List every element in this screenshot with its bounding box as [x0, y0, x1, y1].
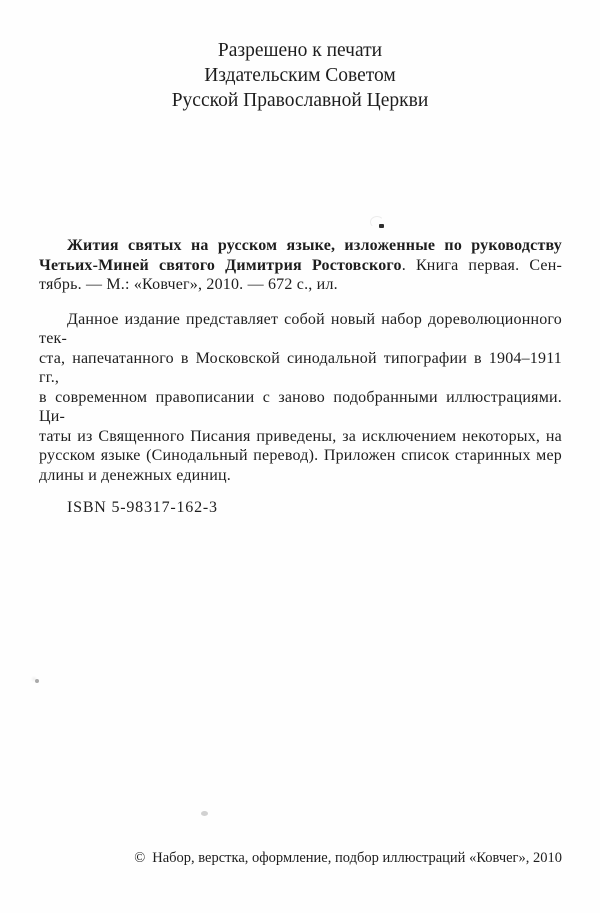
- book-imprint-page: [0, 38, 600, 913]
- isbn-line: [39, 498, 600, 518]
- text-line: Разрешено к печати: [217, 40, 383, 61]
- text-line: [39, 256, 562, 276]
- text-segment: русском языке (Синодальный перевод). Приложен список старинных мер: [39, 447, 562, 464]
- bold-text-segment: Четьих-Миней святого Димитрия Ростовского: [39, 256, 402, 274]
- text-segment: . Книга первая. Сен-: [401, 256, 562, 274]
- text-segment: ста, напечатанного в Московской синодальной типографии в 1904–1911 гг.,: [39, 349, 562, 386]
- ink-speck: [201, 811, 208, 816]
- text-line: [39, 275, 562, 295]
- text-segment: в современном правописании с заново подобранными иллюстрациями. Ци-: [39, 388, 562, 425]
- text-line: [39, 466, 562, 486]
- approval-block: [0, 38, 600, 113]
- text-segment: длины и денежных единиц.: [39, 466, 231, 484]
- text-line: Издательским Советом: [204, 65, 396, 86]
- text-line: [39, 427, 562, 447]
- copyright-icon: ©: [134, 850, 146, 866]
- text-line: [39, 388, 562, 427]
- text-line: [39, 349, 562, 388]
- copyright-line: [134, 849, 562, 868]
- ink-speck: [379, 224, 384, 228]
- edition-description-paragraph: [39, 310, 562, 486]
- copyright-text: Набор, верстка, оформление, подбор иллюстраций «Ковчег», 2010: [152, 850, 562, 866]
- bibliographic-annotation-paragraph: [39, 236, 562, 295]
- text-line: [39, 446, 562, 466]
- text-line: [39, 236, 562, 256]
- text-line: Русской Православной Церкви: [171, 90, 429, 111]
- text-segment: таты из Священного Писания приведены, за исключением некоторых, на: [39, 427, 562, 445]
- text-segment: тябрь. — М.: «Ковчег», 2010. — 672 с., ил.: [39, 276, 338, 293]
- isbn-number: ISBN 5-98317-162-3: [67, 499, 218, 516]
- text-segment: Данное издание представляет собой новый набор дореволюционного тек-: [39, 310, 562, 347]
- ink-speck: [35, 679, 39, 683]
- text-line: [39, 310, 562, 349]
- bold-text-segment: Жития святых на русском языке, изложенные по руководству: [67, 237, 562, 254]
